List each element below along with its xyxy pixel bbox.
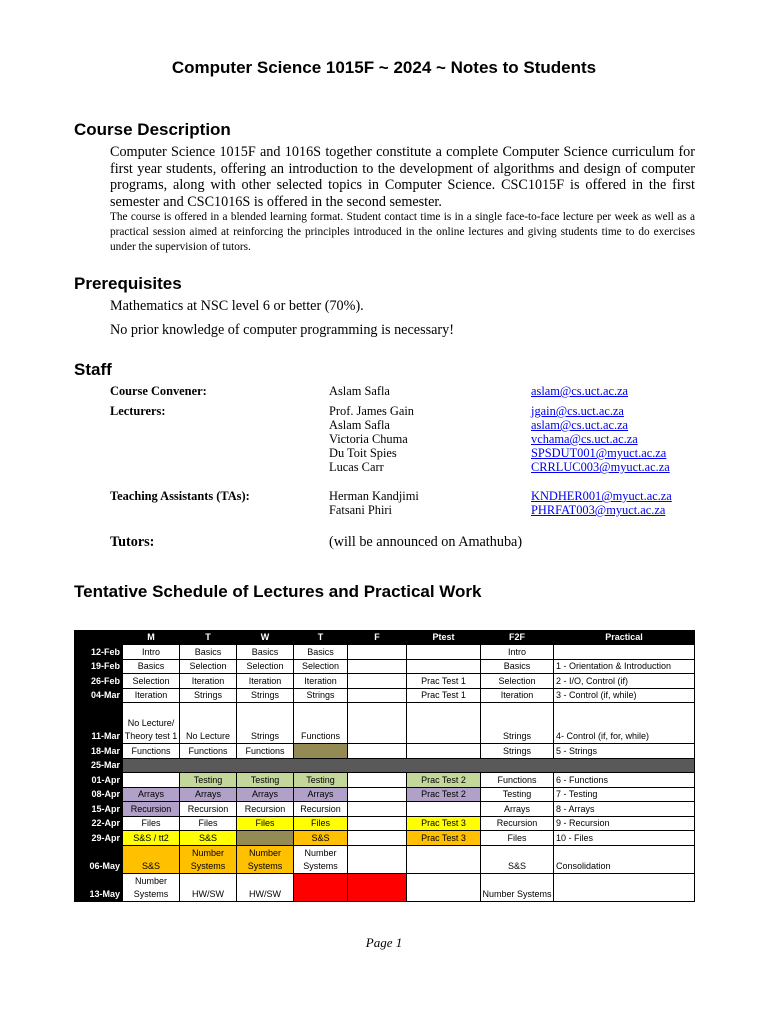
cell-friday bbox=[348, 845, 407, 873]
staff-heading: Staff bbox=[74, 360, 112, 379]
lecturer-emails bbox=[531, 404, 670, 474]
cell-thursday: S&S bbox=[294, 831, 348, 846]
lecturer-email-link[interactable]: CRRLUC003@myuct.ac.za bbox=[531, 460, 670, 474]
header-monday: M bbox=[123, 631, 180, 645]
course-description-heading: Course Description bbox=[74, 120, 231, 139]
cell-tuesday: Files bbox=[180, 816, 237, 831]
cell-practical: 10 - Files bbox=[554, 831, 695, 846]
cell-wednesday: HW/SW bbox=[237, 873, 294, 901]
prerequisites-heading: Prerequisites bbox=[74, 274, 182, 293]
cell-wednesday: Functions bbox=[237, 744, 294, 759]
cell-wednesday: Files bbox=[237, 816, 294, 831]
cell-monday: Arrays bbox=[123, 787, 180, 802]
lecturer-name: Victoria Chuma bbox=[329, 432, 408, 446]
table-row bbox=[75, 674, 695, 689]
cell-practical: 6 - Functions bbox=[554, 773, 695, 788]
cell-tuesday: Strings bbox=[180, 688, 237, 703]
cell-ptest bbox=[407, 845, 481, 873]
cell-practical: 5 - Strings bbox=[554, 744, 695, 759]
row-date: 13-May bbox=[75, 873, 123, 901]
convener-label: Course Convener: bbox=[110, 384, 207, 398]
course-description bbox=[110, 144, 695, 255]
row-date: 06-May bbox=[75, 845, 123, 873]
ta-emails bbox=[531, 489, 672, 517]
table-row bbox=[75, 773, 695, 788]
page-number: Page 1 bbox=[365, 935, 403, 950]
header-tuesday: T bbox=[180, 631, 237, 645]
cell-f2f: Strings bbox=[481, 744, 554, 759]
header-ptest: Ptest bbox=[407, 631, 481, 645]
prerequisite-line-1: Mathematics at NSC level 6 or better (70%). bbox=[110, 298, 364, 314]
header-friday: F bbox=[348, 631, 407, 645]
cell-practical: 2 - I/O, Control (if) bbox=[554, 674, 695, 689]
cell-f2f: Intro bbox=[481, 645, 554, 660]
cell-friday bbox=[348, 659, 407, 674]
cell-monday: S&S bbox=[123, 845, 180, 873]
cell-f2f: Basics bbox=[481, 659, 554, 674]
row-date: 08-Apr bbox=[75, 787, 123, 802]
cell-practical bbox=[554, 873, 695, 901]
cell-ptest: Prac Test 1 bbox=[407, 674, 481, 689]
cell-friday bbox=[348, 787, 407, 802]
break-week-bar bbox=[123, 758, 695, 773]
ta-email-link[interactable]: PHRFAT003@myuct.ac.za bbox=[531, 503, 666, 517]
convener-email-link[interactable]: aslam@cs.uct.ac.za bbox=[531, 384, 629, 398]
course-description-para1: Computer Science 1015F and 1016S together constitute a complete Computer Science curriculum for first year students, offering an introduction to the development of algorithms and design of computer programs, along with other selected topics in Computer Science. CSC1015F is offered in the first semester and CSC1016S is offered in the second semester. bbox=[110, 144, 695, 210]
header-wednesday: W bbox=[237, 631, 294, 645]
cell-monday: Recursion bbox=[123, 802, 180, 817]
table-row bbox=[75, 703, 695, 744]
cell-f2f: Selection bbox=[481, 674, 554, 689]
row-date: 11-Mar bbox=[75, 703, 123, 744]
schedule-header-row bbox=[75, 631, 695, 645]
cell-monday: Basics bbox=[123, 659, 180, 674]
cell-thursday bbox=[294, 873, 348, 901]
cell-thursday: Selection bbox=[294, 659, 348, 674]
cell-ptest bbox=[407, 659, 481, 674]
cell-f2f: Strings bbox=[481, 703, 554, 744]
cell-thursday: Iteration bbox=[294, 674, 348, 689]
cell-wednesday: Basics bbox=[237, 645, 294, 660]
cell-f2f: Functions bbox=[481, 773, 554, 788]
table-row bbox=[75, 816, 695, 831]
convener-name: Aslam Safla bbox=[329, 384, 390, 398]
cell-friday bbox=[348, 688, 407, 703]
cell-thursday: Testing bbox=[294, 773, 348, 788]
ta-label: Teaching Assistants (TAs): bbox=[110, 489, 250, 503]
cell-monday: No Lecture/ Theory test 1 bbox=[123, 703, 180, 744]
lecturer-email-link[interactable]: jgain@cs.uct.ac.za bbox=[531, 404, 624, 418]
table-row bbox=[75, 845, 695, 873]
lecturer-name: Aslam Safla bbox=[329, 418, 390, 432]
cell-monday: Iteration bbox=[123, 688, 180, 703]
cell-wednesday: Recursion bbox=[237, 802, 294, 817]
lecturers-label: Lecturers: bbox=[110, 404, 166, 418]
tutors-value: (will be announced on Amathuba) bbox=[329, 534, 523, 550]
cell-ptest bbox=[407, 703, 481, 744]
cell-friday bbox=[348, 773, 407, 788]
cell-practical: 7 - Testing bbox=[554, 787, 695, 802]
ta-name: Fatsani Phiri bbox=[329, 503, 392, 517]
cell-f2f: Recursion bbox=[481, 816, 554, 831]
row-date: 29-Apr bbox=[75, 831, 123, 846]
lecturer-name: Lucas Carr bbox=[329, 460, 384, 474]
header-thursday: T bbox=[294, 631, 348, 645]
cell-tuesday: Selection bbox=[180, 659, 237, 674]
row-date: 18-Mar bbox=[75, 744, 123, 759]
cell-thursday: Number Systems bbox=[294, 845, 348, 873]
cell-ptest: Prac Test 3 bbox=[407, 831, 481, 846]
cell-friday bbox=[348, 873, 407, 901]
cell-tuesday: Iteration bbox=[180, 674, 237, 689]
cell-friday bbox=[348, 703, 407, 744]
row-date: 26-Feb bbox=[75, 674, 123, 689]
cell-f2f: Iteration bbox=[481, 688, 554, 703]
cell-f2f: S&S bbox=[481, 845, 554, 873]
cell-monday bbox=[123, 773, 180, 788]
cell-tuesday: HW/SW bbox=[180, 873, 237, 901]
table-row bbox=[75, 659, 695, 674]
cell-thursday: Arrays bbox=[294, 787, 348, 802]
cell-friday bbox=[348, 816, 407, 831]
lecturer-email-link[interactable]: aslam@cs.uct.ac.za bbox=[531, 418, 629, 432]
cell-practical: 1 - Orientation & Introduction bbox=[554, 659, 695, 674]
ta-names bbox=[329, 489, 419, 517]
ta-name: Herman Kandjimi bbox=[329, 489, 419, 503]
cell-ptest bbox=[407, 802, 481, 817]
cell-monday: Functions bbox=[123, 744, 180, 759]
row-date: 19-Feb bbox=[75, 659, 123, 674]
cell-ptest: Prac Test 2 bbox=[407, 787, 481, 802]
lecturer-email-link[interactable]: SPSDUT001@myuct.ac.za bbox=[531, 446, 667, 460]
row-date: 04-Mar bbox=[75, 688, 123, 703]
cell-friday bbox=[348, 744, 407, 759]
lecturer-name: Du Toit Spies bbox=[329, 446, 397, 460]
row-date: 25-Mar bbox=[75, 758, 123, 773]
cell-tuesday: Testing bbox=[180, 773, 237, 788]
cell-ptest bbox=[407, 645, 481, 660]
tutors-label: Tutors: bbox=[110, 534, 155, 550]
cell-ptest bbox=[407, 744, 481, 759]
cell-thursday: Recursion bbox=[294, 802, 348, 817]
document-title: Computer Science 1015F ~ 2024 ~ Notes to Students bbox=[171, 58, 597, 77]
cell-tuesday: S&S bbox=[180, 831, 237, 846]
table-row bbox=[75, 744, 695, 759]
row-date: 01-Apr bbox=[75, 773, 123, 788]
cell-friday bbox=[348, 674, 407, 689]
cell-wednesday: Number Systems bbox=[237, 845, 294, 873]
cell-thursday: Files bbox=[294, 816, 348, 831]
cell-f2f: Files bbox=[481, 831, 554, 846]
header-f2f: F2F bbox=[481, 631, 554, 645]
cell-ptest: Prac Test 1 bbox=[407, 688, 481, 703]
prerequisite-line-2: No prior knowledge of computer programming is necessary! bbox=[110, 322, 454, 338]
cell-practical bbox=[554, 645, 695, 660]
schedule-table bbox=[74, 630, 695, 902]
cell-thursday: Functions bbox=[294, 703, 348, 744]
course-description-para2: The course is offered in a blended learning format. Student contact time is in a single face-to-face lecture per week as well as a practical session aimed at reinforcing the principles introduced in the online lectures and giving students time to do exercises under the supervision of tutors. bbox=[110, 211, 695, 254]
table-row bbox=[75, 873, 695, 901]
cell-f2f: Arrays bbox=[481, 802, 554, 817]
table-row-break bbox=[75, 758, 695, 773]
cell-monday: Selection bbox=[123, 674, 180, 689]
cell-tuesday: Basics bbox=[180, 645, 237, 660]
cell-wednesday bbox=[237, 831, 294, 846]
cell-friday bbox=[348, 831, 407, 846]
cell-thursday: Basics bbox=[294, 645, 348, 660]
cell-thursday bbox=[294, 744, 348, 759]
lecturer-email-link[interactable]: vchama@cs.uct.ac.za bbox=[531, 432, 638, 446]
ta-email-link[interactable]: KNDHER001@myuct.ac.za bbox=[531, 489, 672, 503]
header-date bbox=[75, 631, 123, 645]
cell-practical: 9 - Recursion bbox=[554, 816, 695, 831]
cell-wednesday: Selection bbox=[237, 659, 294, 674]
lecturer-names bbox=[329, 404, 414, 474]
cell-f2f: Testing bbox=[481, 787, 554, 802]
cell-practical: 4- Control (if, for, while) bbox=[554, 703, 695, 744]
cell-friday bbox=[348, 645, 407, 660]
row-date: 15-Apr bbox=[75, 802, 123, 817]
row-date: 12-Feb bbox=[75, 645, 123, 660]
table-row bbox=[75, 787, 695, 802]
cell-wednesday: Iteration bbox=[237, 674, 294, 689]
cell-ptest: Prac Test 2 bbox=[407, 773, 481, 788]
cell-ptest bbox=[407, 873, 481, 901]
header-practical: Practical bbox=[554, 631, 695, 645]
cell-wednesday: Strings bbox=[237, 703, 294, 744]
table-row bbox=[75, 688, 695, 703]
cell-monday: Files bbox=[123, 816, 180, 831]
cell-friday bbox=[348, 802, 407, 817]
cell-tuesday: Recursion bbox=[180, 802, 237, 817]
table-row bbox=[75, 802, 695, 817]
table-row bbox=[75, 645, 695, 660]
cell-monday: Number Systems bbox=[123, 873, 180, 901]
cell-tuesday: No Lecture bbox=[180, 703, 237, 744]
schedule-heading: Tentative Schedule of Lectures and Practical Work bbox=[74, 582, 482, 601]
cell-practical: 8 - Arrays bbox=[554, 802, 695, 817]
cell-monday: Intro bbox=[123, 645, 180, 660]
cell-wednesday: Strings bbox=[237, 688, 294, 703]
cell-ptest: Prac Test 3 bbox=[407, 816, 481, 831]
row-date: 22-Apr bbox=[75, 816, 123, 831]
cell-thursday: Strings bbox=[294, 688, 348, 703]
cell-tuesday: Functions bbox=[180, 744, 237, 759]
cell-practical: 3 - Control (if, while) bbox=[554, 688, 695, 703]
cell-tuesday: Number Systems bbox=[180, 845, 237, 873]
cell-monday: S&S / tt2 bbox=[123, 831, 180, 846]
cell-wednesday: Arrays bbox=[237, 787, 294, 802]
lecturer-name: Prof. James Gain bbox=[329, 404, 414, 418]
cell-wednesday: Testing bbox=[237, 773, 294, 788]
cell-f2f: Number Systems bbox=[481, 873, 554, 901]
cell-tuesday: Arrays bbox=[180, 787, 237, 802]
table-row bbox=[75, 831, 695, 846]
cell-practical: Consolidation bbox=[554, 845, 695, 873]
